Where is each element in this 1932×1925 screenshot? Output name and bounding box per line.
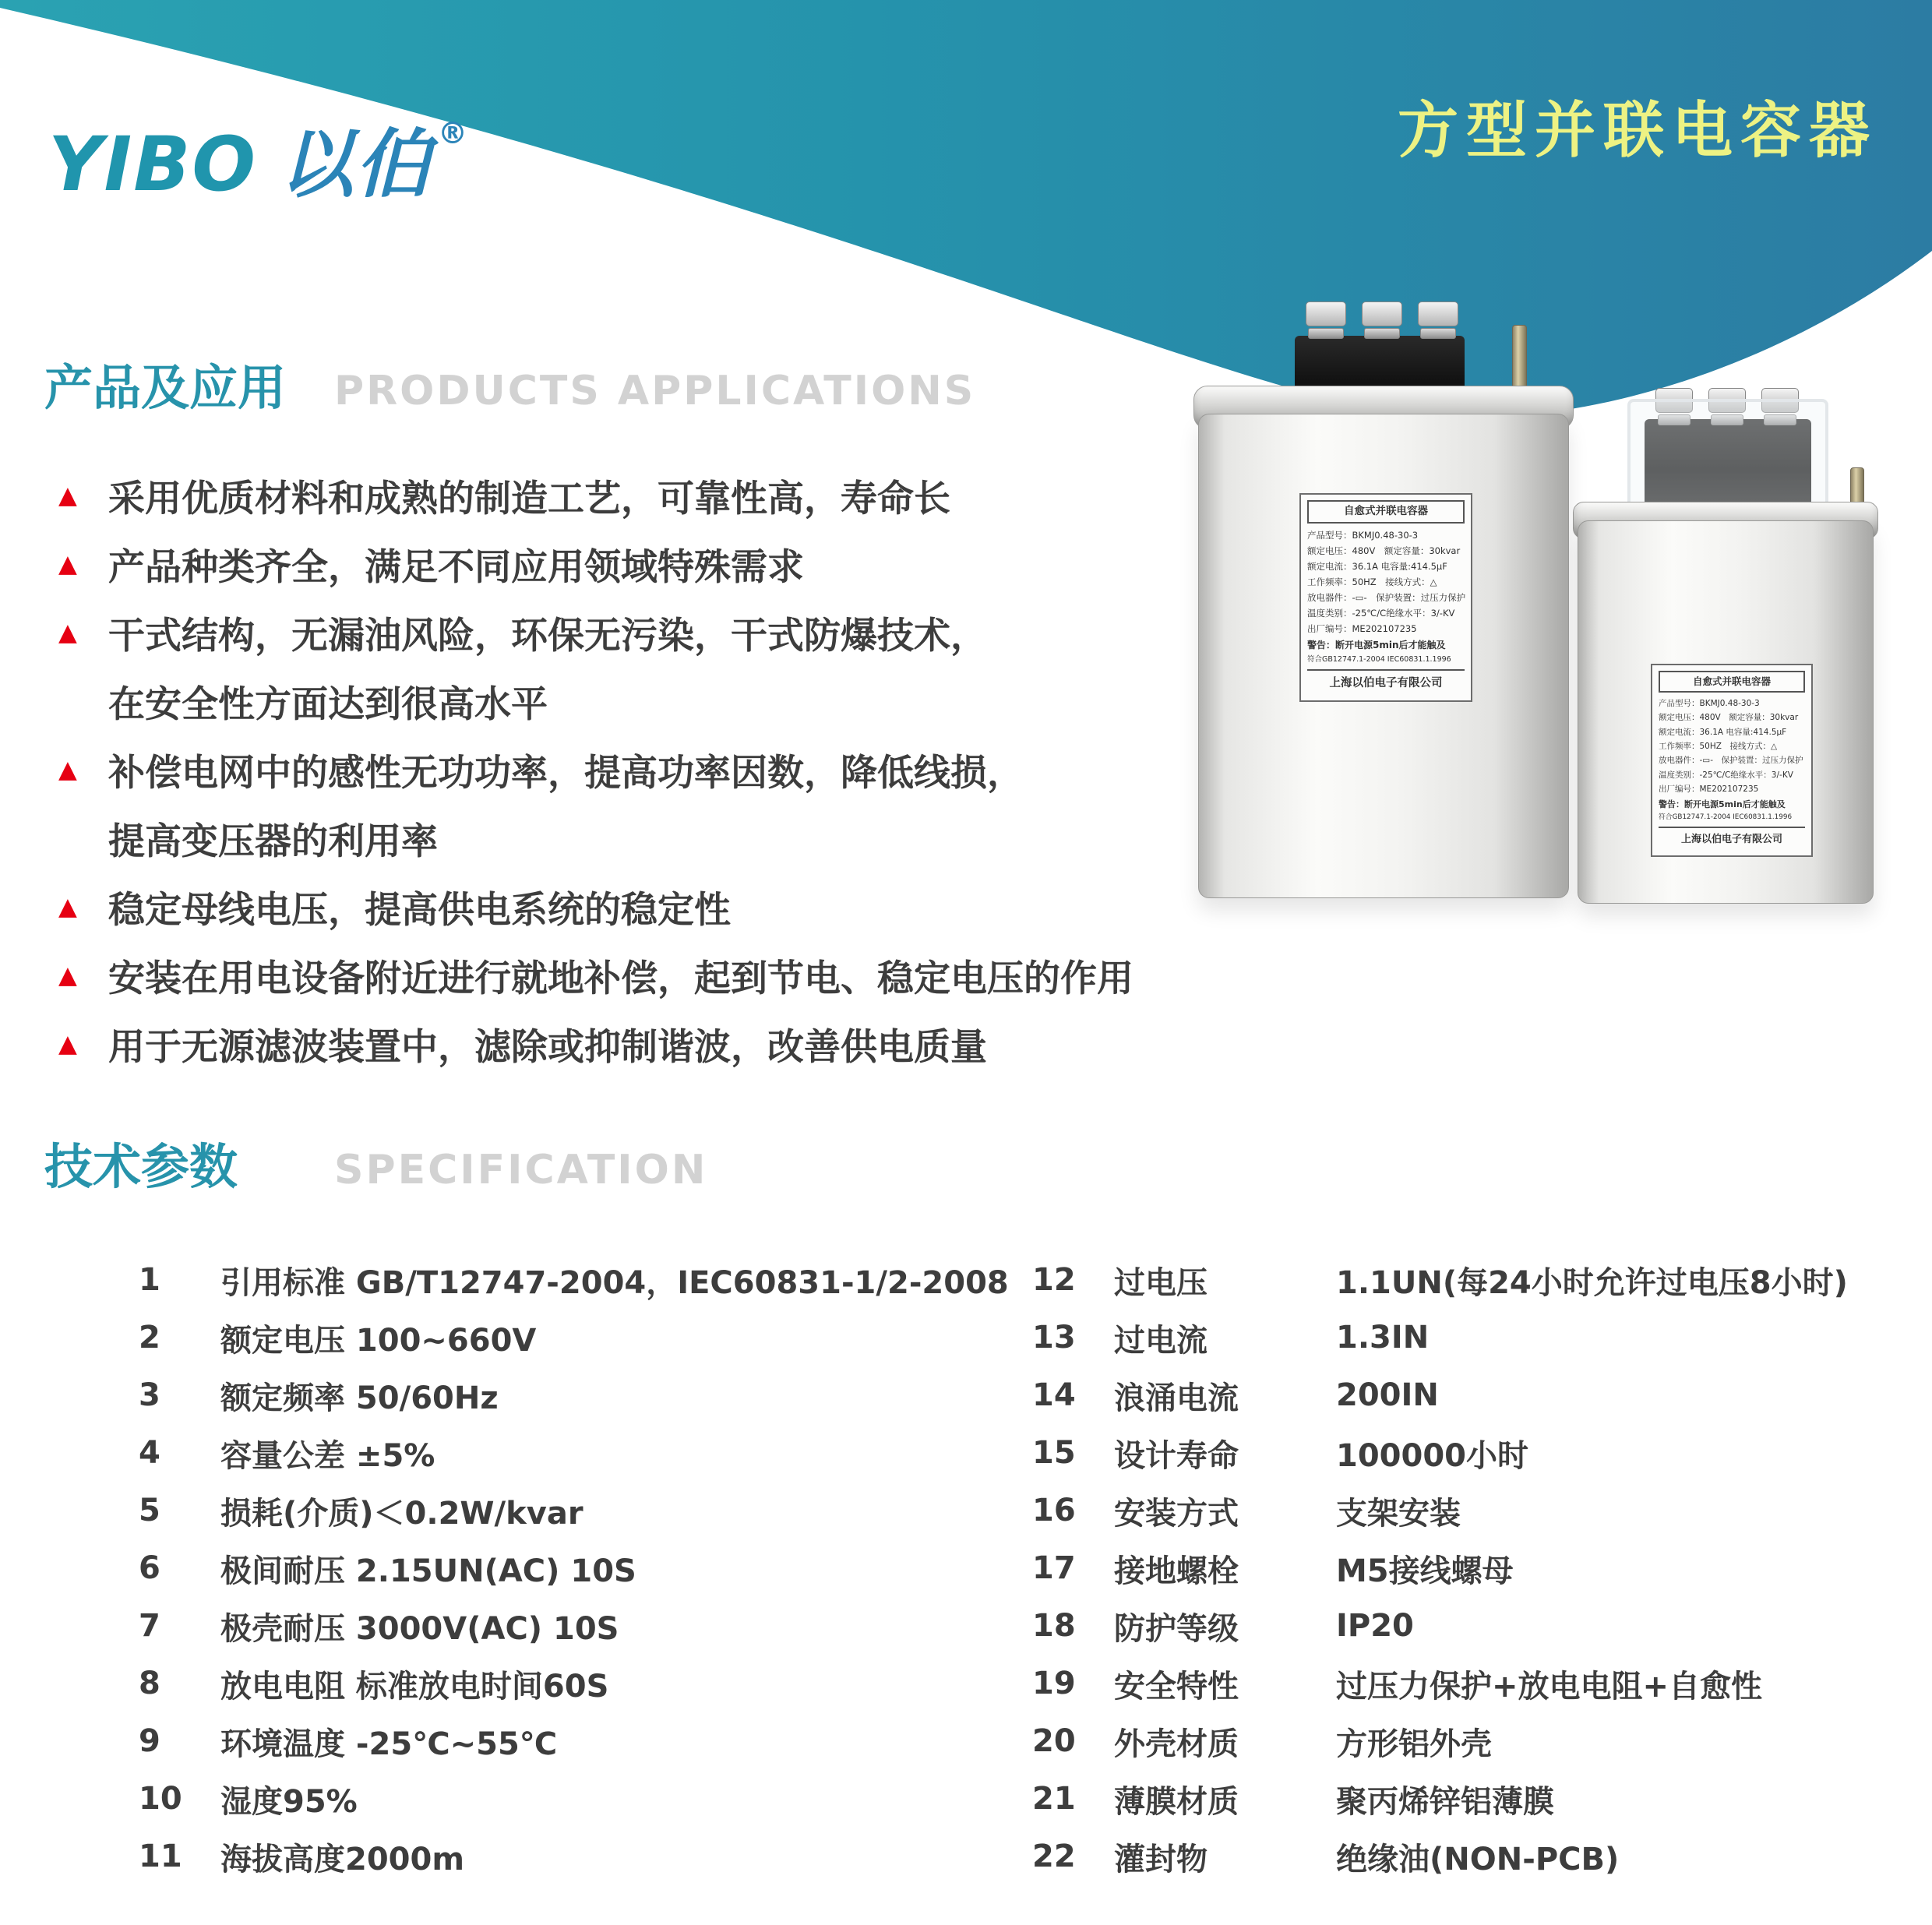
nameplate-company: 上海以伯电子有限公司	[1307, 669, 1465, 693]
spec-row	[1032, 1251, 1928, 1309]
nameplate-row: 额定电流：36.1A 电容量:414.5μF	[1307, 560, 1447, 572]
spec-row	[1032, 1597, 1928, 1655]
spec-text: 额定频率 50/60Hz	[220, 1380, 499, 1416]
spec-row	[139, 1424, 1019, 1482]
spec-row	[1032, 1828, 1928, 1885]
feature-text: 用于无源滤波装置中，滤除或抑制谐波，改善供电质量	[108, 1025, 987, 1069]
spec-heading-cn: 技术参数	[44, 1138, 238, 1195]
spec-row	[139, 1539, 1019, 1597]
feature-item	[58, 873, 1219, 941]
nameplate-row: 放电器件：-▭- 保护装置：过压力保护	[1307, 592, 1466, 604]
spec-section-heading	[44, 1128, 707, 1197]
spec-number: 8	[139, 1666, 160, 1701]
feature-item	[58, 941, 1219, 1010]
spec-label: 薄膜材质	[1114, 1783, 1239, 1820]
nameplate-row: 产品型号：BKMJ0.48-30-3	[1307, 529, 1419, 541]
spec-row	[139, 1828, 1019, 1885]
triangle-bullet-icon: ▲	[58, 549, 77, 578]
nameplate-label	[1299, 493, 1472, 702]
feature-item-continuation	[58, 804, 1219, 873]
nameplate-row: 额定电压：480V 额定容量：30kvar	[1307, 545, 1461, 556]
spec-number: 7	[139, 1608, 160, 1644]
terminal-screw-icon	[1418, 301, 1458, 339]
feature-item	[58, 530, 1219, 598]
nameplate-row: 温度类别：-25℃/C绝缘水平：3/-KV	[1659, 770, 1793, 780]
nameplate-row: 温度类别：-25℃/C绝缘水平：3/-KV	[1307, 608, 1455, 619]
terminal-screw-icon	[1306, 301, 1346, 339]
feature-item	[58, 461, 1219, 530]
spec-number: 4	[139, 1435, 160, 1471]
spec-row	[139, 1597, 1019, 1655]
capacitor-small	[1578, 467, 1874, 904]
spec-row	[1032, 1655, 1928, 1712]
spec-value: 1.3IN	[1336, 1320, 1430, 1356]
spec-number: 18	[1032, 1608, 1076, 1644]
spec-number: 22	[1032, 1839, 1076, 1874]
spec-number: 9	[139, 1723, 160, 1759]
spec-number: 11	[139, 1839, 182, 1874]
nameplate-row: 放电器件：-▭- 保护装置：过压力保护	[1659, 756, 1803, 766]
feature-item	[58, 598, 1219, 667]
spec-value: 支架安装	[1336, 1495, 1461, 1532]
spec-row	[139, 1251, 1019, 1309]
product-photo	[1184, 308, 1932, 931]
brand-logo	[48, 116, 470, 208]
spec-value: 方形铝外壳	[1336, 1726, 1492, 1762]
spec-value: 200IN	[1336, 1377, 1439, 1413]
spec-label: 安全特性	[1114, 1668, 1239, 1705]
spec-label: 过电压	[1114, 1264, 1208, 1301]
nameplate-row: 额定电压：480V 额定容量：30kvar	[1659, 713, 1799, 723]
spec-number: 2	[139, 1320, 160, 1356]
feature-text: 产品种类齐全，满足不同应用领域特殊需求	[108, 545, 804, 589]
feature-text: 安装在用电设备附近进行就地补偿，起到节电、稳定电压的作用	[108, 957, 1133, 1000]
spec-value: 过压力保护+放电电阻+自愈性	[1336, 1668, 1763, 1705]
feature-text: 在安全性方面达到很高水平	[108, 682, 548, 726]
spec-row	[1032, 1770, 1928, 1828]
page-title: 方型并联电容器	[1397, 96, 1877, 166]
spec-text: 极间耐压 2.15UN(AC) 10S	[220, 1553, 636, 1589]
spec-label: 过电流	[1114, 1322, 1208, 1359]
spec-number: 14	[1032, 1377, 1076, 1413]
nameplate-title: 自愈式并联电容器	[1307, 500, 1465, 524]
spec-list-right	[1032, 1251, 1928, 1885]
spec-row	[1032, 1366, 1928, 1424]
triangle-bullet-icon: ▲	[58, 481, 77, 509]
nameplate-title: 自愈式并联电容器	[1659, 671, 1805, 693]
spec-text: 海拔高度2000m	[220, 1841, 465, 1877]
nameplate-row: 产品型号：BKMJ0.48-30-3	[1659, 698, 1760, 708]
nameplate-standards: 符合GB12747.1-2004 IEC60831.1.1996	[1307, 654, 1451, 664]
spec-list-left	[139, 1251, 1019, 1885]
registered-trademark-icon: ®	[438, 116, 470, 150]
spec-value: 绝缘油(NON-PCB)	[1336, 1841, 1620, 1877]
spec-text: 湿度95%	[220, 1783, 358, 1820]
spec-text: 引用标准 GB/T12747-2004，IEC60831-1/2-2008	[220, 1264, 1009, 1301]
spec-row	[1032, 1712, 1928, 1770]
spec-heading-en: SPECIFICATION	[334, 1147, 708, 1193]
nameplate-warning: 警告：断开电源5min后才能触及	[1659, 799, 1786, 809]
feature-item	[58, 1010, 1219, 1078]
spec-number: 3	[139, 1377, 160, 1413]
spec-label: 安装方式	[1114, 1495, 1239, 1532]
nameplate-row: 工作频率：50HZ 接线方式：△	[1659, 742, 1778, 751]
spec-text: 放电电阻 标准放电时间60S	[220, 1668, 609, 1705]
spec-number: 12	[1032, 1262, 1076, 1298]
nameplate-row: 出厂编号：ME202107235	[1659, 784, 1759, 795]
spec-row	[139, 1770, 1019, 1828]
spec-number: 13	[1032, 1320, 1076, 1356]
spec-row	[139, 1366, 1019, 1424]
spec-text: 容量公差 ±5%	[220, 1437, 435, 1474]
spec-row	[1032, 1424, 1928, 1482]
feature-text: 补偿电网中的感性无功功率，提高功率因数，降低线损，	[108, 751, 1024, 795]
spec-label: 设计寿命	[1114, 1437, 1239, 1474]
spec-value: IP20	[1336, 1608, 1414, 1644]
nameplate-standards: 符合GB12747.1-2004 IEC60831.1.1996	[1659, 813, 1793, 821]
spec-text: 极壳耐压 3000V(AC) 10S	[220, 1610, 619, 1647]
products-section-heading	[44, 349, 975, 418]
spec-row	[1032, 1482, 1928, 1539]
nameplate-row: 工作频率：50HZ 接线方式：△	[1307, 576, 1437, 587]
triangle-bullet-icon: ▲	[58, 892, 77, 921]
spec-value: 1.1UN(每24小时允许过电压8小时)	[1336, 1264, 1848, 1301]
spec-row	[139, 1712, 1019, 1770]
brand-logo-cn: 以伯	[279, 121, 432, 208]
spec-number: 17	[1032, 1550, 1076, 1586]
spec-row	[1032, 1539, 1928, 1597]
spec-row	[1032, 1309, 1928, 1366]
discharge-pin	[1512, 325, 1527, 395]
spec-value: 聚丙烯锌铝薄膜	[1336, 1783, 1554, 1820]
spec-label: 防护等级	[1114, 1610, 1239, 1647]
capacitor-large	[1193, 340, 1572, 900]
terminal-screw-icon	[1362, 301, 1402, 339]
spec-text: 损耗(介质)＜0.2W/kvar	[220, 1495, 583, 1532]
spec-label: 外壳材质	[1114, 1726, 1239, 1762]
spec-number: 16	[1032, 1493, 1076, 1528]
nameplate-warning: 警告：断开电源5min后才能触及	[1307, 639, 1446, 650]
spec-label: 灌封物	[1114, 1841, 1208, 1877]
spec-number: 10	[139, 1781, 182, 1817]
spec-value: M5接线螺母	[1336, 1553, 1514, 1589]
spec-number: 1	[139, 1262, 160, 1298]
nameplate-label	[1651, 664, 1813, 857]
spec-label: 浪涌电流	[1114, 1380, 1239, 1416]
spec-number: 15	[1032, 1435, 1076, 1471]
triangle-bullet-icon: ▲	[58, 755, 77, 784]
spec-row	[139, 1655, 1019, 1712]
spec-number: 20	[1032, 1723, 1076, 1759]
spec-value: 100000小时	[1336, 1437, 1528, 1474]
spec-text: 额定电压 100~660V	[220, 1322, 537, 1359]
triangle-bullet-icon: ▲	[58, 961, 77, 989]
spec-number: 6	[139, 1550, 160, 1586]
triangle-bullet-icon: ▲	[58, 1029, 77, 1058]
feature-item-continuation	[58, 667, 1219, 735]
spec-label: 接地螺栓	[1114, 1553, 1239, 1589]
spec-text: 环境温度 -25℃~55℃	[220, 1726, 558, 1762]
nameplate-company: 上海以伯电子有限公司	[1659, 827, 1805, 849]
feature-text: 稳定母线电压，提高供电系统的稳定性	[108, 888, 731, 932]
products-heading-cn: 产品及应用	[44, 359, 287, 416]
spec-number: 19	[1032, 1666, 1076, 1701]
brand-logo-latin: YIBO	[48, 121, 258, 208]
spec-row	[139, 1309, 1019, 1366]
feature-text: 干式结构，无漏油风险，环保无污染，干式防爆技术，	[108, 614, 987, 658]
spec-row	[139, 1482, 1019, 1539]
nameplate-row: 出厂编号：ME202107235	[1307, 623, 1417, 635]
spec-number: 5	[139, 1493, 160, 1528]
products-heading-en: PRODUCTS APPLICATIONS	[334, 368, 976, 414]
feature-text: 采用优质材料和成熟的制造工艺，可靠性高，寿命长	[108, 477, 950, 520]
nameplate-row: 额定电流：36.1A 电容量:414.5μF	[1659, 727, 1787, 737]
spec-number: 21	[1032, 1781, 1076, 1817]
feature-text: 提高变压器的利用率	[108, 820, 438, 863]
triangle-bullet-icon: ▲	[58, 618, 77, 647]
feature-list	[58, 461, 1219, 1078]
feature-item	[58, 735, 1219, 804]
